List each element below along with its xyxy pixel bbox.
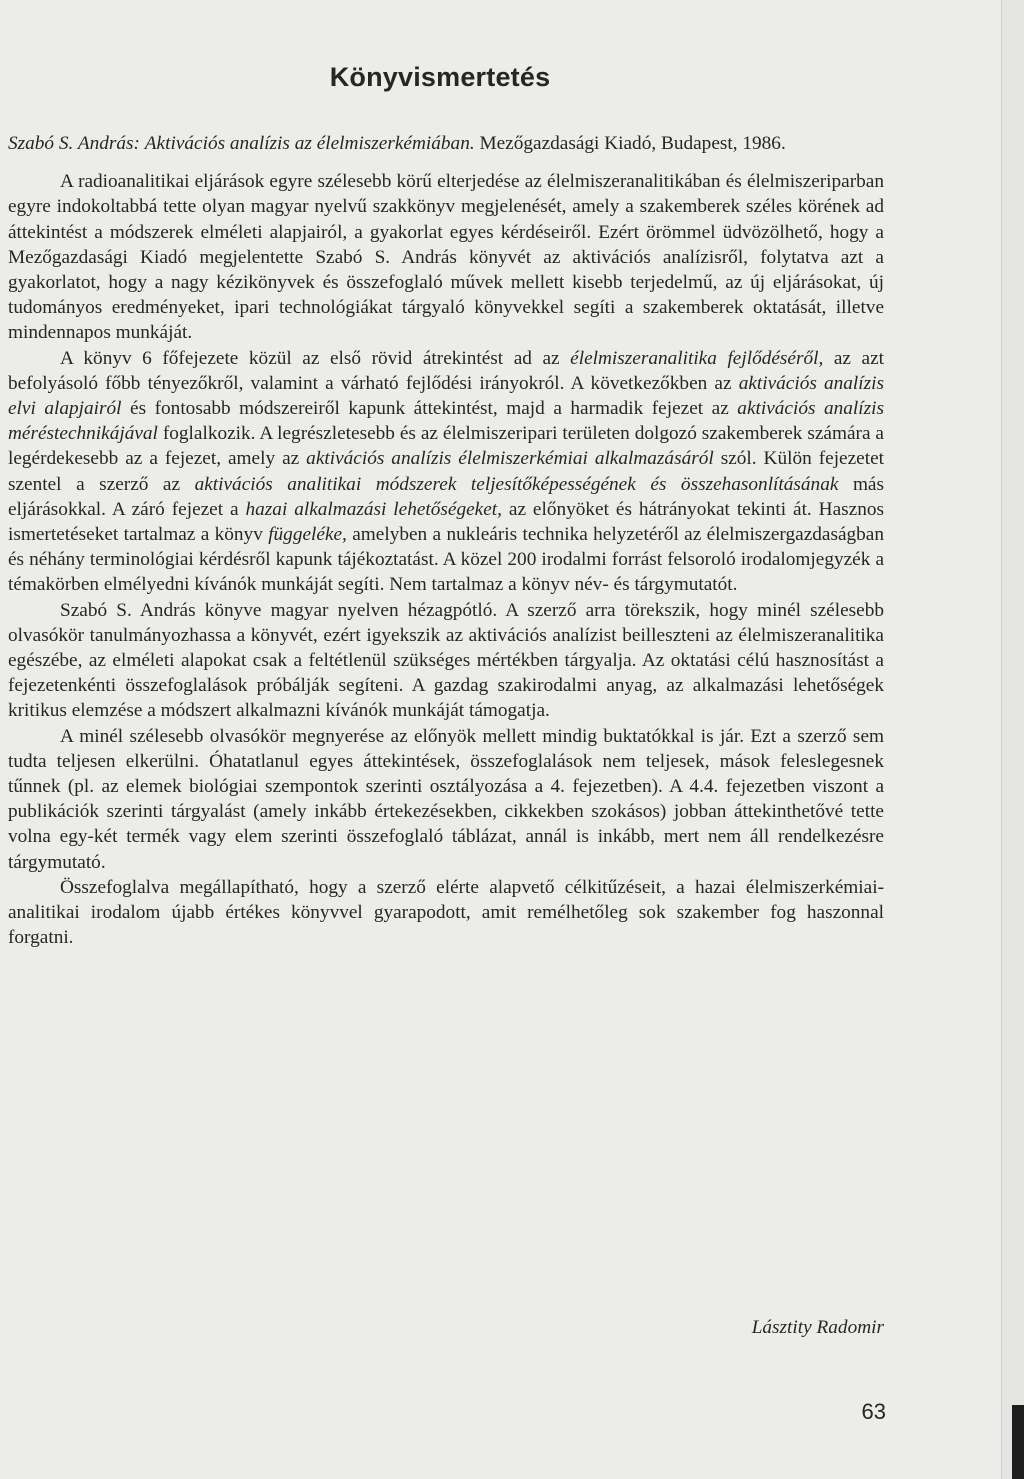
paragraph-5: Összefoglalva megállapítható, hogy a szerző elérte alapvető célkitűzéseit, a hazai élelmiszerkémiai-analitikai irodalom újabb értékes könyvvel gyarapodott, amit remélhetőleg sok szakember fog haszonnal forgatni. bbox=[8, 876, 884, 949]
paragraph-2-emphasis: aktivációs analízis méréstechnikájával bbox=[8, 398, 884, 445]
paragraph-2-text: szól. Külön fejezetet szentel a szerző az bbox=[8, 448, 884, 495]
paragraph-2 bbox=[8, 346, 884, 598]
paragraph-2-text: A könyv 6 főfejezete közül az első rövid átrekintést ad az bbox=[60, 347, 571, 369]
page-title: Könyvismertetés bbox=[329, 62, 551, 92]
page-edge-shadow bbox=[1012, 1405, 1024, 1479]
review-body bbox=[8, 131, 884, 951]
paragraph-2-emphasis: aktivációs analitikai módszerek teljesítőképességének és összehasonlításának bbox=[194, 473, 839, 495]
citation-book-title: Aktivációs analízis az élelmiszerkémiában. bbox=[144, 133, 475, 154]
paragraph-2-text: és fontosabb módszereiről kapunk áttekintést, majd a harmadik fejezet az bbox=[121, 398, 738, 420]
paragraph-4: A minél szélesebb olvasókör megnyerése az előnyök mellett mindig buktatókkal is jár. Ezt a szerző sem tudta teljesen elkerülni. Óhatatlanul egyes áttekintések, összefoglalások nem teljesek, mások feleslegesnek tűnnek (pl. az elemek biológiai szempontok szerinti osztályozása a 4. fejezetben). A 4.4. fejezetben viszont a publikációk szerinti tárgyalást (amely inkább értekezésekben, cikkekben szokásos) jobban áttekinthetővé tette volna egy-két termék vagy elem szerinti összefoglaló táblázat, annál is inkább, mert nem áll rendelkezésre tárgymutató. bbox=[8, 725, 884, 873]
paragraph-2-text: az azt befolyásoló főbb tényezőkről, valamint a várható fejlődési irányokról. A következőkben az bbox=[8, 347, 884, 394]
paragraph-2-text: amelyben a nukleáris technika helyzetéről az élelmiszergazdaságban és néhány terminológiai kérdésről kapunk tájékoztatást. A közel 200 irodalmi forrást felsoroló irodalomjegyzék a témakörben elmélyedni kívánók munkáját segíti. Nem tartalmaz a könyv név- és tárgymutatót. bbox=[8, 524, 884, 596]
reviewer-signature: Lásztity Radomir bbox=[751, 1317, 884, 1338]
paragraph-2-emphasis: aktivációs analízis elvi alapjairól bbox=[8, 372, 884, 420]
book-citation bbox=[8, 131, 884, 156]
paragraph-2-emphasis: aktivációs analízis élelmiszerkémiai alkalmazásáról bbox=[306, 448, 714, 470]
paragraph-2-text: foglalkozik. A legrészletesebb és az élelmiszeripari területen dolgozó szakemberek számára a legérdekesebb az a fejezet, amely az bbox=[8, 423, 884, 470]
paragraph-3: Szabó S. András könyve magyar nyelven hézagpótló. A szerző arra törekszik, hogy minél szélesebb olvasókör tanulmányozhassa a könyvét, ezért igyekszik az aktivációs analízist beilleszteni az élelmiszeranalitika egészébe, az elméleti alapokat csak a feltétlenül szükséges mértékben tárgyalja. Az oktatási célú hasznosítást a fejezetenkénti összefoglalások próbálják segíteni. A gazdag szakirodalmi anyag, az alkalmazási lehetőségek kritikus elemzése a módszert alkalmazni kívánók munkáját támogatja. bbox=[8, 599, 884, 722]
paragraph-1: A radioanalitikai eljárások egyre szélesebb körű elterjedése az élelmiszeranalitikában és élelmiszeriparban egyre indokoltabbá tette olyan magyar nyelvű szakkönyv megjelenését, amely a szakemberek széles körének ad áttekintést a módszerek elméleti alapjairól, a gyakorlat egyes kérdéseiről. Ezért örömmel üdvözölhető, hogy a Mezőgazdasági Kiadó megjelentette Szabó S. András könyvét az aktivációs analízisről, folytatva azt a gyakorlatot, hogy a nagy kézikönyvek és összefoglaló művek mellett kisebb terjedelmű, az új eljárásokat, új tudományos eredményeket, ipari technológiákat tárgyaló könyvekkel segíti a szakemberek oktatását, illetve mindennapos munkáját. bbox=[8, 171, 884, 344]
page-number: 63 bbox=[861, 1399, 886, 1424]
page-edge bbox=[1001, 0, 1024, 1479]
paragraph-2-emphasis: élelmiszeranalitika fejlődéséről, bbox=[570, 347, 824, 369]
paragraph-2-emphasis: hazai alkalmazási lehetőségeket, bbox=[245, 498, 502, 520]
citation-publisher: Mezőgazdasági Kiadó, Budapest, 1986. bbox=[479, 133, 786, 154]
paragraph-2-emphasis: függeléke, bbox=[268, 524, 347, 546]
paragraph-2-text: az előnyöket és hátrányokat tekinti át. Hasznos ismertetéseket tartalmaz a könyv bbox=[8, 498, 885, 546]
citation-author: Szabó S. András: bbox=[8, 133, 140, 154]
paragraph-2-text: más eljárásokkal. A záró fejezet a bbox=[8, 473, 884, 520]
